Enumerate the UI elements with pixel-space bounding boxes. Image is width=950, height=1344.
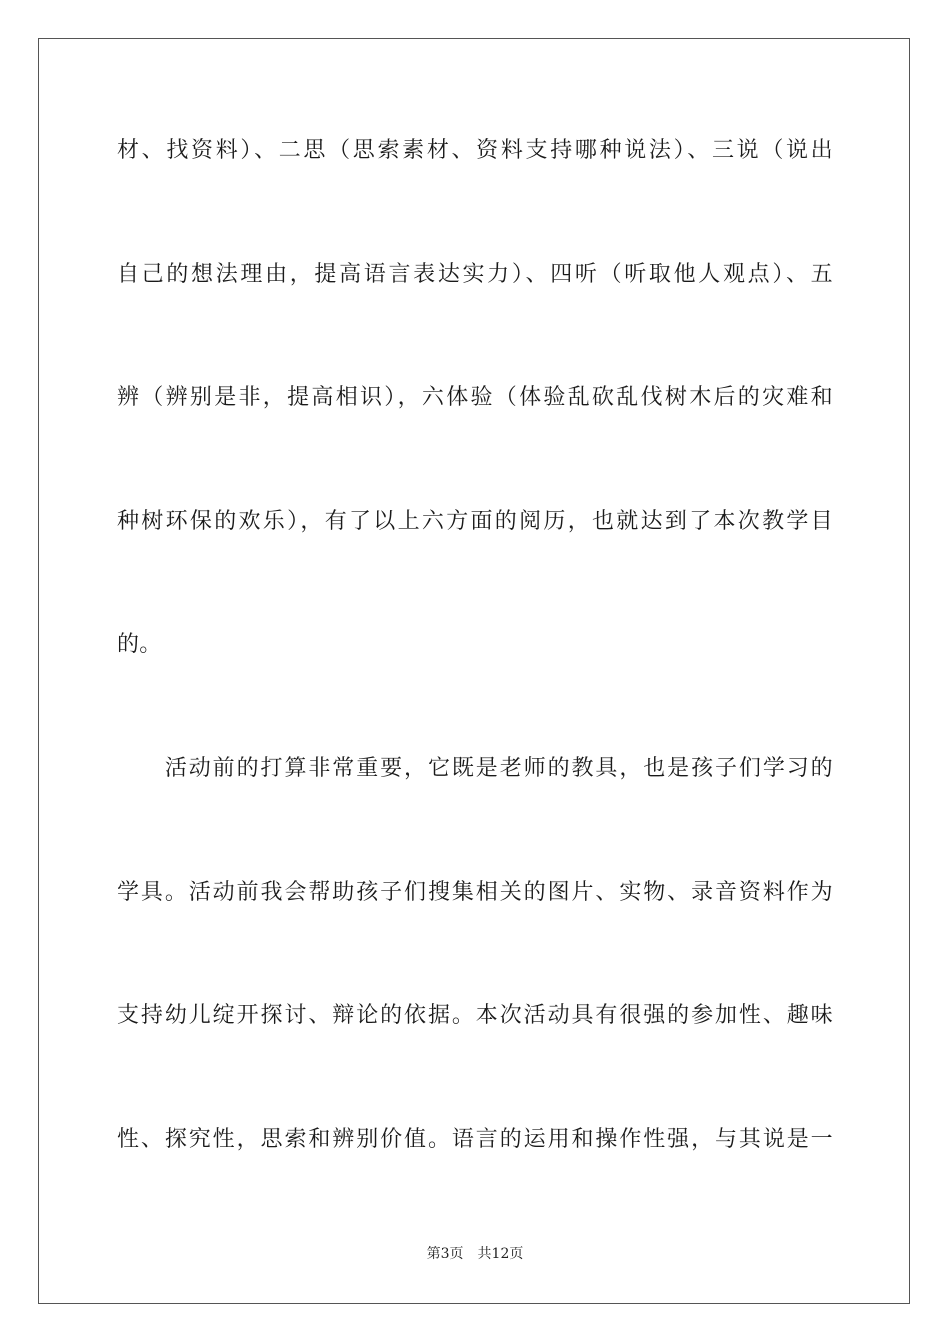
text-line: 材、找资料）、二思（思索素材、资料支持哪种说法）、三说（说出 [117, 138, 833, 163]
text-line: 种树环保的欢乐），有了以上六方面的阅历，也就达到了本次教学目 [117, 509, 833, 534]
text-line: 辨（辨别是非，提高相识），六体验（体验乱砍乱伐树木后的灾难和 [117, 385, 833, 410]
text-line: 学具。活动前我会帮助孩子们搜集相关的图片、实物、录音资料作为 [117, 880, 833, 905]
page-border [38, 38, 910, 1304]
text-line: 自己的想法理由，提高语言表达实力）、四听（听取他人观点）、五 [117, 262, 833, 287]
page-total: 共12页 [477, 1246, 524, 1262]
page-number: 第3页 [426, 1246, 464, 1262]
text-line: 活动前的打算非常重要，它既是老师的教具，也是孩子们学习的 [117, 756, 833, 781]
text-line: 的。 [117, 632, 162, 657]
text-line: 支持幼儿绽开探讨、辩论的依据。本次活动具有很强的参加性、趣味 [117, 1003, 833, 1028]
text-line: 性、探究性，思索和辨别价值。语言的运用和操作性强，与其说是一 [117, 1127, 833, 1152]
page-footer [0, 1244, 950, 1264]
